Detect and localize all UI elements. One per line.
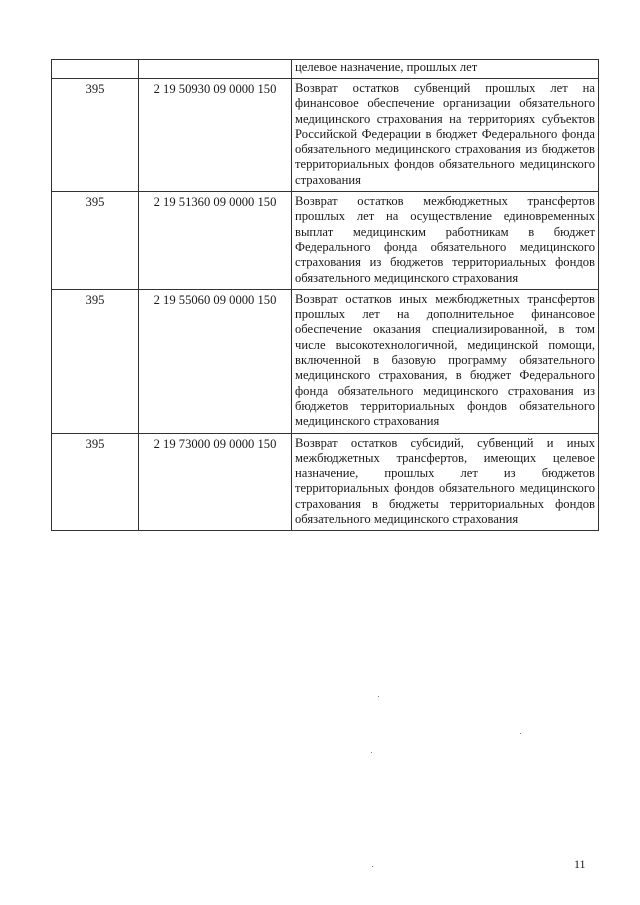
- kbk-code-cell: 2 19 51360 09 0000 150: [139, 192, 292, 290]
- table-row: [52, 433, 599, 531]
- page-number: 11: [574, 857, 586, 871]
- admin-code-cell: 395: [52, 79, 139, 192]
- table-row: [52, 289, 599, 433]
- table-row: [52, 192, 599, 290]
- table-row: [52, 79, 599, 192]
- admin-code-cell: [52, 60, 139, 79]
- scan-speck: [378, 696, 379, 697]
- scan-speck: [371, 752, 372, 753]
- kbk-code-cell: 2 19 55060 09 0000 150: [139, 289, 292, 433]
- scan-speck: [372, 866, 373, 867]
- kbk-code-cell: 2 19 73000 09 0000 150: [139, 433, 292, 531]
- budget-codes-table: [51, 59, 599, 531]
- admin-code-cell: 395: [52, 433, 139, 531]
- description-cell: Возврат остатков иных межбюджетных трансфертов прошлых лет на дополнительное финансовое обеспечение оказания специализированной, в том числе высокотехнологичной, медицинской помощи, включенной в базовую программу обязательного медицинского страхования, в бюджет Федерального фонда обязательного медицинского страхования из бюджетов территориальных фондов обязательного медицинского страхования: [292, 289, 599, 433]
- kbk-code-cell: [139, 60, 292, 79]
- description-cell: целевое назначение, прошлых лет: [292, 60, 599, 79]
- scan-speck: [520, 733, 521, 734]
- kbk-code-cell: 2 19 50930 09 0000 150: [139, 79, 292, 192]
- admin-code-cell: 395: [52, 289, 139, 433]
- description-cell: Возврат остатков субсидий, субвенций и иных межбюджетных трансфертов, имеющих целевое назначение, прошлых лет из бюджетов территориальных фондов обязательного медицинского страхования в бюджеты территориальных фондов обязательного медицинского страхования: [292, 433, 599, 531]
- description-cell: Возврат остатков субвенций прошлых лет на финансовое обеспечение организации обязательного медицинского страхования на территориях субъектов Российской Федерации в бюджет Федерального фонда обязательного медицинского страхования из бюджетов территориальных фондов обязательного медицинского страхования: [292, 79, 599, 192]
- description-cell: Возврат остатков межбюджетных трансфертов прошлых лет на осуществление единовременных выплат медицинским работникам в бюджет Федерального фонда обязательного медицинского страхования из бюджетов территориальных фондов обязательного медицинского страхования: [292, 192, 599, 290]
- admin-code-cell: 395: [52, 192, 139, 290]
- table-row-continuation: [52, 60, 599, 79]
